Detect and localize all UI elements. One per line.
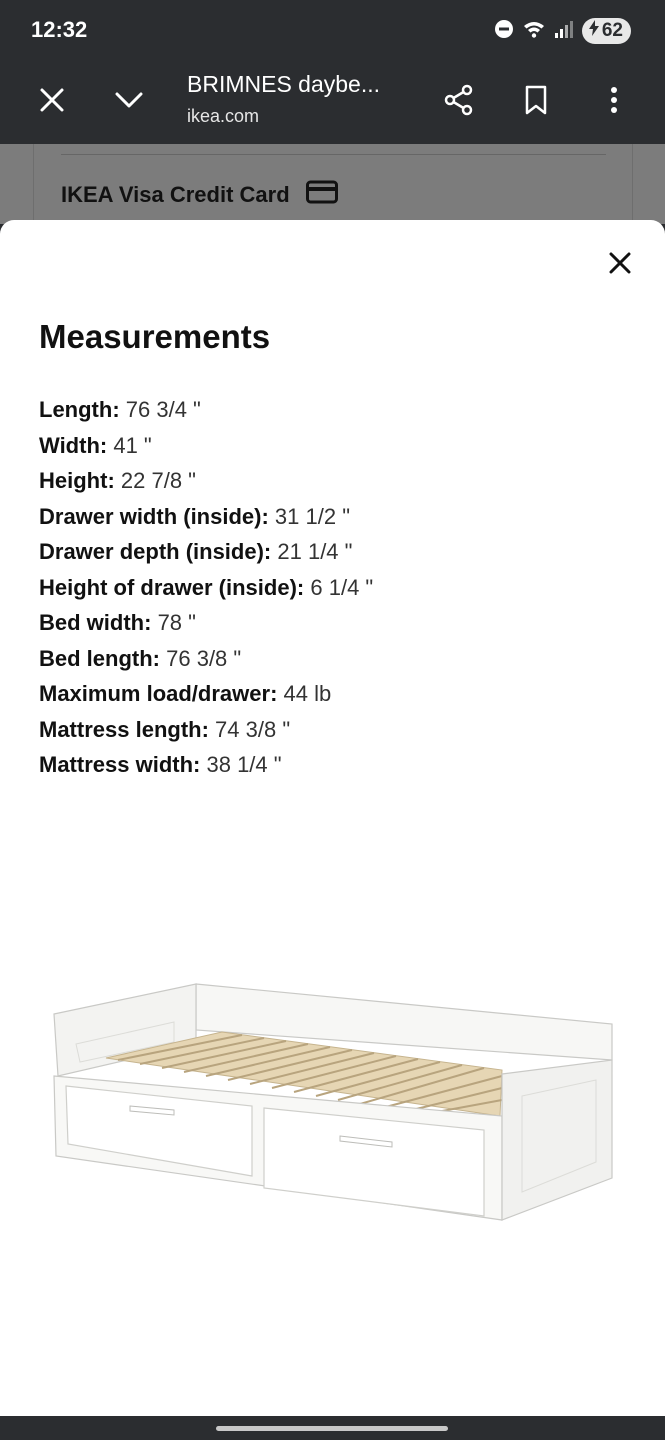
measurement-label: Mattress width: [39,752,201,777]
share-icon [443,84,475,121]
do-not-disturb-icon [494,19,514,44]
measurement-item [39,463,373,499]
measurement-label: Maximum load/drawer: [39,681,278,706]
measurement-label: Height: [39,468,115,493]
daybed-product-image [46,980,620,1264]
measurement-item [39,676,373,712]
chevron-down-icon [114,90,144,115]
measurement-item [39,534,373,570]
measurement-item [39,641,373,677]
page-url: ikea.com [187,106,260,126]
sheet-title: Measurements [39,318,271,355]
payment-card [33,144,633,224]
measurement-value: 74 3/8 " [215,716,291,742]
measurement-label: Height of drawer (inside): [39,574,305,600]
measurement-value: 41 " [113,432,152,458]
status-time: 12:32 [31,17,88,42]
close-sheet-button[interactable] [605,250,635,280]
measurement-value: 31 1/2 " [274,503,351,529]
measurement-item [39,605,373,641]
battery-indicator [582,18,631,44]
measurements-list [39,392,373,783]
visa-card-row [61,180,338,210]
more-vert-icon [610,86,618,119]
share-button[interactable] [437,80,481,124]
navigation-bar [0,1416,665,1440]
measurement-value: 22 7/8 " [120,468,196,493]
battery-charging-icon [588,20,600,42]
home-indicator[interactable] [216,1426,448,1431]
status-bar [0,0,665,60]
battery-level: 62 [601,20,623,41]
measurement-item [39,428,373,464]
measurement-item [39,712,373,748]
measurement-item [39,570,373,606]
close-icon [39,87,65,118]
measurement-label: Width: [39,432,108,458]
visa-card-title: IKEA Visa Credit Card [61,182,290,207]
minimize-tab-button[interactable] [107,80,151,124]
divider [61,154,606,155]
credit-card-icon [306,180,338,210]
measurement-label: Bed width: [39,610,152,635]
measurement-value: 76 3/8 " [166,645,242,671]
wifi-icon [522,19,546,44]
measurements-sheet [0,220,665,1416]
measurement-item [39,499,373,535]
measurement-value: 76 3/4 " [125,397,201,422]
measurement-item [39,747,373,783]
measurement-label: Mattress length: [39,716,209,742]
browser-toolbar [0,60,665,144]
signal-icon [554,19,574,44]
page-title: BRIMNES daybe... [187,71,381,97]
measurement-label: Bed length: [39,645,160,671]
measurement-value: 78 " [157,610,196,635]
bookmark-icon [524,85,548,120]
bookmark-button[interactable] [514,80,558,124]
background-page [0,144,665,224]
measurement-value: 38 1/4 " [206,752,282,777]
measurement-label: Length: [39,397,120,422]
status-icons [494,18,631,44]
measurement-label: Drawer width (inside): [39,503,269,529]
close-tab-button[interactable] [30,80,74,124]
more-options-button[interactable] [592,80,636,124]
close-icon [609,252,631,279]
measurement-label: Drawer depth (inside): [39,539,272,564]
measurement-value: 6 1/4 " [310,574,374,600]
measurement-value: 44 lb [283,681,332,706]
measurement-value: 21 1/4 " [277,539,353,564]
measurement-item [39,392,373,428]
